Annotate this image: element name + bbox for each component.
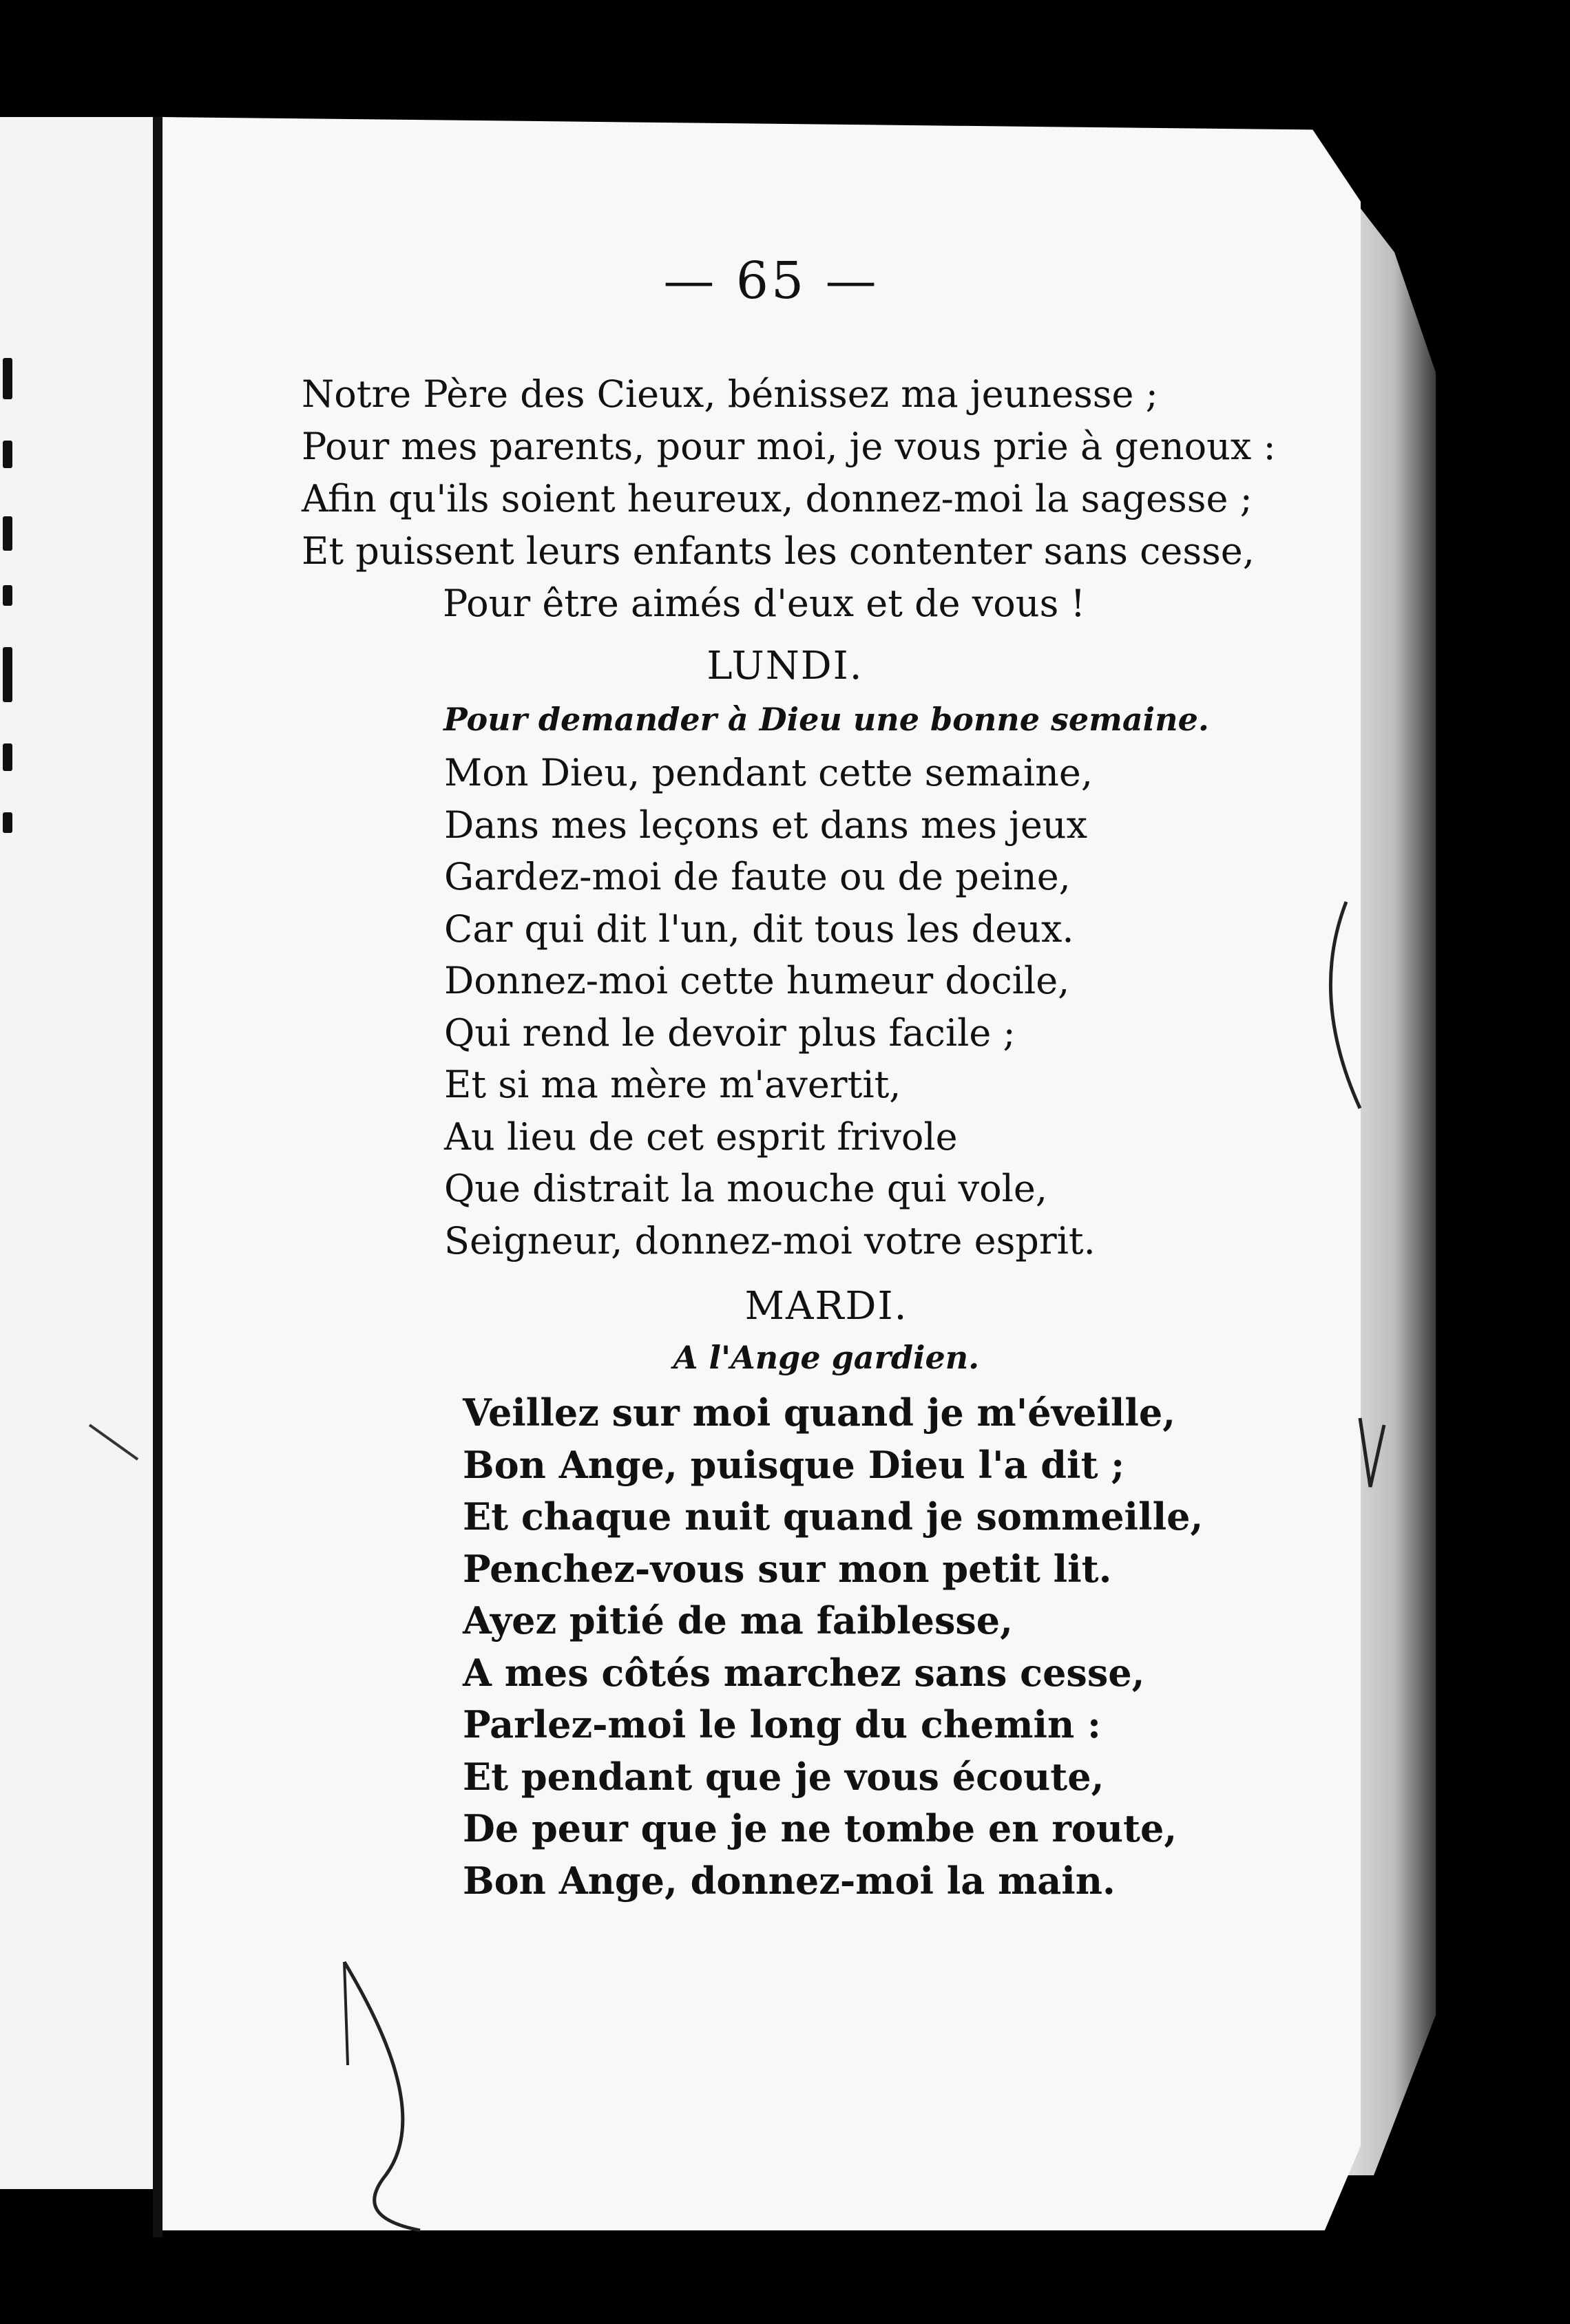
verse-line: Afin qu'ils soient heureux, donnez-moi la sagesse ; [302,477,1253,520]
verse-line: Pour être aimés d'eux et de vous ! [443,582,1086,625]
page-number: — 65 — [663,251,879,310]
verse-line: Notre Père des Cieux, bénissez ma jeunesse ; [302,372,1158,416]
verse-line: Bon Ange, donnez-moi la main. [463,1858,1116,1903]
verse-line: Au lieu de cet esprit frivole [444,1115,958,1159]
verse-line: Dans mes leçons et dans mes jeux [444,803,1088,847]
verse-line: Donnez-moi cette humeur docile, [444,959,1070,1002]
lundi-stanza [444,747,1096,1267]
verse-line: Et chaque nuit quand je sommeille, [463,1494,1204,1539]
verse-line: Seigneur, donnez-moi votre esprit. [444,1218,1096,1263]
lundi-subtitle: Pour demander à Dieu une bonne semaine. [443,701,1209,738]
lundi-heading: LUNDI. [706,644,864,688]
verse-line: Mon Dieu, pendant cette semaine, [444,751,1093,794]
verse-line: Penchez-vous sur mon petit lit. [463,1546,1112,1591]
intro-stanza [302,368,1276,630]
verse-line: Et puissent leurs enfants les contenter sans cesse, [302,529,1255,573]
verse-line: Car qui dit l'un, dit tous les deux. [444,907,1074,951]
mardi-heading: MARDI. [744,1284,908,1329]
verse-line: Et pendant que je vous écoute, [463,1754,1105,1799]
verse-line: Qui rend le devoir plus facile ; [444,1011,1016,1055]
verse-line: Et si ma mère m'avertit, [444,1063,901,1106]
verse-line: Veillez sur moi quand je m'éveille, [463,1391,1176,1435]
verse-line: A mes côtés marchez sans cesse, [463,1650,1145,1695]
verse-line: Pour mes parents, pour moi, je vous prie à genoux : [302,425,1276,468]
verse-line: Gardez-moi de faute ou de peine, [444,855,1071,898]
mardi-subtitle: A l'Ange gardien. [673,1339,980,1376]
mardi-stanza [463,1387,1203,1907]
verse-line: Que distrait la mouche qui vole, [444,1167,1048,1210]
verse-line: Ayez pitié de ma faiblesse, [463,1598,1013,1642]
verse-line: De peur que je ne tombe en route, [463,1806,1178,1850]
verse-line: Bon Ange, puisque Dieu l'a dit ; [463,1442,1125,1487]
verse-line: Parlez-moi le long du chemin : [463,1702,1101,1746]
